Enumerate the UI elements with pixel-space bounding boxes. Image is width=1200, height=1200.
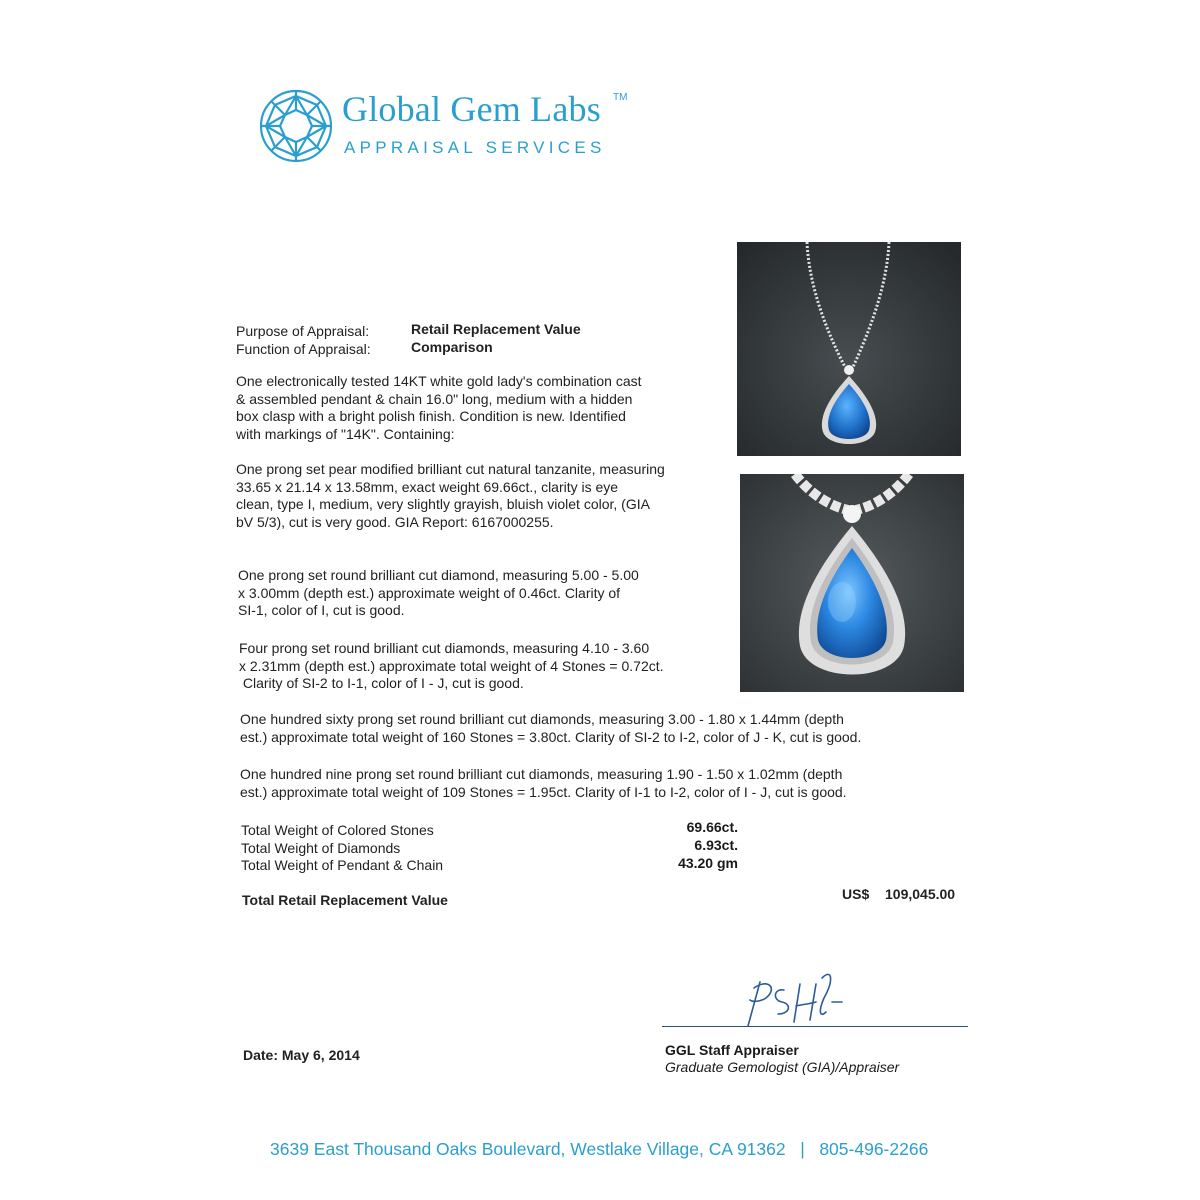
- appraiser-signature: [738, 968, 848, 1030]
- mounting-line: & assembled pendant & chain 16.0" long, medium with a hidden: [236, 390, 633, 407]
- currency-label: US$: [842, 886, 870, 902]
- four-diamonds-line: Four prong set round brilliant cut diamonds, measuring 4.10 - 3.60: [239, 640, 650, 656]
- total-colored-value: 69.66ct.: [686, 819, 738, 835]
- total-colored-label: Total Weight of Colored Stones: [241, 822, 434, 838]
- signature-line: [662, 1026, 968, 1027]
- tanzanite-line: clean, type I, medium, very slightly grayish, bluish violet color, (GIA: [236, 496, 650, 512]
- center-diamond-line: SI-1, color of I, cut is good.: [238, 602, 405, 618]
- center-diamond-line: x 3.00mm (depth est.) approximate weight of 0.46ct. Clarity of: [238, 584, 621, 601]
- brand-subtitle: APPRAISAL SERVICES: [344, 138, 606, 157]
- total-retail-value: 109,045.00: [885, 886, 956, 902]
- necklace-photo: [737, 242, 961, 456]
- center-diamond-description: [238, 567, 639, 620]
- diamonds-109-line: est.) approximate total weight of 109 Stones = 1.95ct. Clarity of I-1 to I-2, color of I - J, cut is good.: [240, 783, 847, 800]
- tanzanite-line: 33.65 x 21.14 x 13.58mm, exact weight 69.66ct., clarity is eye: [236, 478, 619, 495]
- mounting-description: [236, 373, 642, 443]
- brand-name: Global Gem Labs: [342, 89, 601, 129]
- diamonds-160-description: [240, 711, 940, 746]
- total-pendant-label: Total Weight of Pendant & Chain: [241, 857, 444, 873]
- total-retail-label: Total Retail Replacement Value: [242, 892, 448, 908]
- purpose-value: Retail Replacement Value: [411, 321, 581, 337]
- total-diamonds-value: 6.93ct.: [694, 837, 738, 853]
- pendant-closeup-photo: [740, 474, 964, 692]
- mounting-line: One electronically tested 14KT white gold lady's combination cast: [236, 373, 642, 389]
- diamonds-160-line: One hundred sixty prong set round brilliant cut diamonds, measuring 3.00 - 1.80 x 1.44mm (depth: [240, 711, 844, 727]
- diamonds-109-description: [240, 766, 940, 801]
- appraiser-credential: Graduate Gemologist (GIA)/Appraiser: [665, 1059, 900, 1075]
- tanzanite-line: bV 5/3), cut is very good. GIA Report: 6167000255.: [236, 513, 554, 530]
- footer-address: 3639 East Thousand Oaks Boulevard, Westlake Village, CA 91362 | 805-496-2266: [270, 1139, 929, 1159]
- appraiser-title: GGL Staff Appraiser: [665, 1042, 799, 1058]
- mounting-line: box clasp with a bright polish finish. Condition is new. Identified: [236, 408, 626, 424]
- tanzanite-description: [236, 461, 665, 531]
- function-label: Function of Appraisal:: [236, 341, 371, 357]
- four-diamonds-line: x 2.31mm (depth est.) approximate total weight of 4 Stones = 0.72ct.: [239, 657, 664, 674]
- purpose-label: Purpose of Appraisal:: [236, 323, 370, 339]
- four-diamonds-line: Clarity of SI-2 to I-1, color of I - J, cut is good.: [239, 675, 524, 691]
- diamonds-109-line: One hundred nine prong set round brilliant cut diamonds, measuring 1.90 - 1.50 x 1.02mm (depth: [240, 766, 843, 782]
- function-value: Comparison: [411, 339, 493, 355]
- tanzanite-line: One prong set pear modified brilliant cut natural tanzanite, measuring: [236, 461, 665, 477]
- total-diamonds-label: Total Weight of Diamonds: [241, 840, 401, 856]
- diamonds-160-line: est.) approximate total weight of 160 Stones = 3.80ct. Clarity of SI-2 to I-2, color of J - K, cut is good.: [240, 728, 862, 745]
- appraisal-date: Date: May 6, 2014: [243, 1047, 360, 1063]
- gem-outline-icon: [258, 88, 334, 164]
- mounting-line: with markings of "14K". Containing:: [236, 425, 455, 442]
- four-diamonds-description: [239, 640, 664, 693]
- total-pendant-value: 43.20 gm: [678, 855, 738, 871]
- trademark: TM: [613, 92, 628, 103]
- center-diamond-line: One prong set round brilliant cut diamond, measuring 5.00 - 5.00: [238, 567, 639, 583]
